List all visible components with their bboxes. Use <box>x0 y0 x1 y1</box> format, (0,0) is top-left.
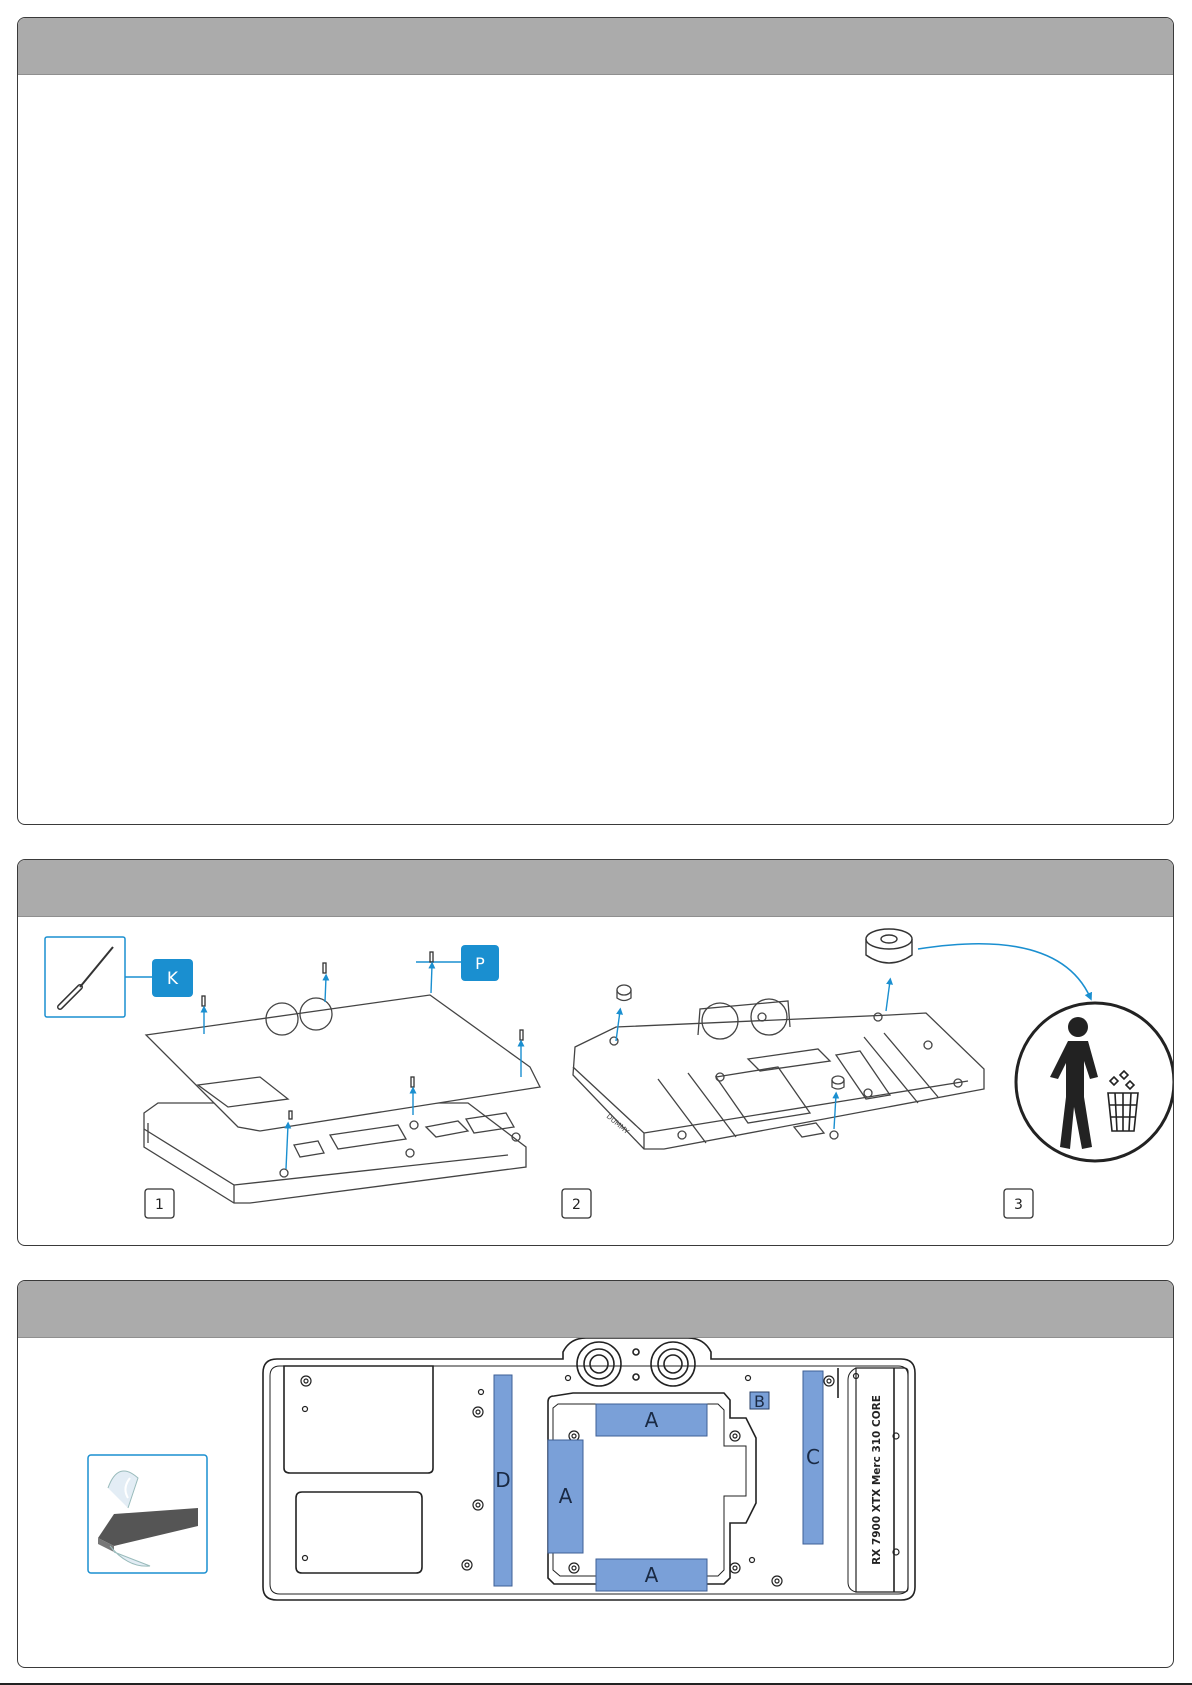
step-number-3 <box>1004 1189 1033 1218</box>
panel-1-header <box>18 18 1173 75</box>
svg-text:P: P <box>475 954 485 973</box>
callout-p <box>416 945 499 981</box>
svg-text:A: A <box>558 1484 573 1508</box>
callout-k <box>152 959 193 997</box>
standoff-enlarged <box>866 929 912 963</box>
trash-disposal-icon <box>1016 1003 1173 1161</box>
pad-b <box>750 1392 769 1411</box>
svg-text:A: A <box>644 1563 659 1587</box>
svg-text:C: C <box>806 1445 820 1469</box>
panel-thermal-pads <box>17 1280 1174 1668</box>
panel-overview <box>17 17 1174 825</box>
panel-disassembly <box>17 859 1174 1246</box>
step-number-1 <box>145 1189 174 1218</box>
svg-text:B: B <box>754 1392 765 1411</box>
product-label: RX 7900 XTX Merc 310 CORE <box>871 1395 883 1565</box>
screwdriver-icon <box>45 937 125 1017</box>
thermal-pad-peel-icon <box>88 1455 207 1573</box>
pad-a-top <box>596 1404 707 1436</box>
panel-3-header <box>18 1281 1173 1338</box>
svg-text:1: 1 <box>155 1197 164 1213</box>
panel-2-header <box>18 860 1173 917</box>
svg-text:DUMMY: DUMMY <box>604 1112 631 1136</box>
pad-a-left <box>548 1440 583 1553</box>
pad-d <box>494 1375 512 1586</box>
svg-text:K: K <box>166 969 179 989</box>
svg-text:A: A <box>644 1408 659 1432</box>
svg-text:3: 3 <box>1014 1197 1023 1213</box>
thermal-pad-layout <box>18 1338 1173 1667</box>
gpu-block-with-backplate <box>144 952 540 1203</box>
removal-arrows-step2 <box>616 981 890 1129</box>
pad-a-bottom <box>596 1559 707 1591</box>
svg-text:D: D <box>495 1468 511 1492</box>
pad-c <box>803 1371 823 1544</box>
disassembly-illustration <box>18 917 1173 1245</box>
step-number-2 <box>562 1189 591 1218</box>
gpu-block-without-backplate <box>573 985 984 1149</box>
svg-text:2: 2 <box>572 1197 581 1213</box>
